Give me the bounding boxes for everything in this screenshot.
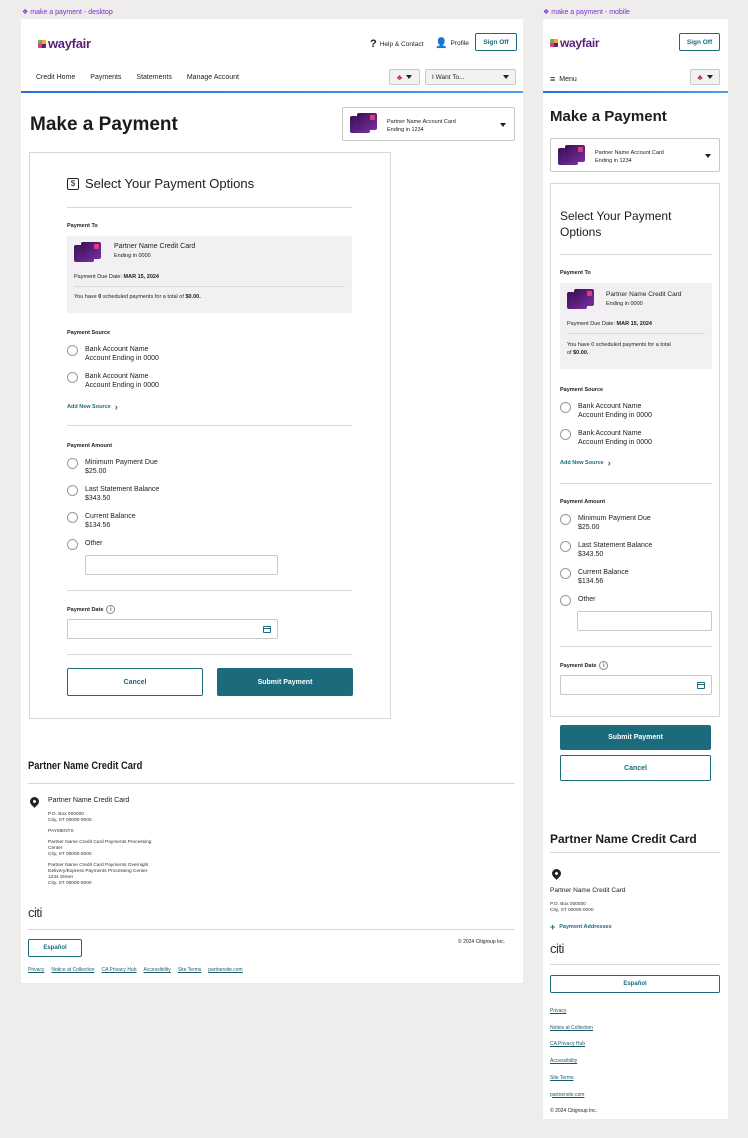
mobile-artboard — [543, 19, 728, 1119]
radio-button[interactable] — [67, 485, 78, 496]
footer-copyright: © 2024 Citigroup Inc. — [458, 939, 506, 945]
footer-link-partnersite[interactable]: partnersite.com — [208, 967, 243, 973]
scheduled-prefix: You have — [74, 294, 97, 300]
amount-current-value: $134.56 — [85, 522, 111, 529]
user-badge-icon: ♣ — [697, 72, 703, 82]
radio-button[interactable] — [560, 402, 571, 413]
divider — [28, 929, 515, 930]
payment-source-label: Payment Source — [67, 330, 111, 336]
account-selector-ending: Ending in 1234 — [595, 158, 632, 164]
payment-to-label: Payment To — [560, 270, 591, 276]
calendar-icon[interactable] — [263, 626, 271, 633]
footer-address-title: Partner Name Credit Card — [48, 797, 130, 804]
payment-date-label: Payment Date — [560, 662, 597, 669]
location-pin-icon — [28, 795, 41, 808]
footer-ovn-line4: City, ST 00000-0000 — [48, 881, 92, 886]
amount-option-current-text — [578, 568, 629, 586]
citi-logo: citi — [550, 941, 564, 956]
amount-current-label: Current Balance — [85, 513, 136, 520]
amount-option-statement-text — [578, 541, 652, 559]
scheduled-line1: You have 0 scheduled payments for a total — [567, 342, 671, 348]
amount-other-label: Other — [578, 596, 596, 603]
add-new-source-link[interactable] — [560, 458, 611, 468]
footer-link-ca-privacy[interactable]: CA Privacy Hub — [101, 967, 137, 973]
source-option-2[interactable] — [560, 429, 652, 447]
page-title: Make a Payment — [550, 108, 667, 125]
payment-options-panel — [550, 183, 720, 717]
submit-payment-button[interactable]: Submit Payment — [217, 668, 353, 696]
scheduled-total: $0.00. — [573, 350, 589, 356]
footer-link-notice[interactable]: Notice at Collection — [550, 1024, 594, 1031]
footer-link-site-terms[interactable]: Site Terms — [177, 967, 202, 973]
person-icon: 👤 — [435, 38, 448, 49]
nav-accent-bar — [543, 91, 728, 93]
wayfair-logo[interactable] — [38, 36, 91, 51]
amount-option-minimum[interactable] — [67, 458, 158, 476]
help-contact-link[interactable] — [370, 38, 423, 50]
divider — [550, 964, 720, 965]
amount-option-minimum-text — [85, 458, 158, 476]
menu-label: Menu — [559, 75, 577, 83]
amount-minimum-label: Minimum Payment Due — [85, 459, 158, 466]
location-pin-icon — [550, 867, 563, 880]
source-option-2-text — [85, 372, 159, 390]
footer-proc-line3: City, ST 00000-0000 — [48, 852, 92, 857]
chevron-down-icon — [705, 154, 711, 158]
chevron-down-icon — [503, 75, 509, 79]
nav-accent-bar — [21, 91, 523, 93]
nav-statements[interactable]: Statements — [136, 74, 172, 81]
nav-credit-home[interactable]: Credit Home — [36, 74, 76, 81]
info-icon[interactable]: i — [106, 605, 115, 614]
account-selector-text — [387, 118, 456, 134]
due-date-label: Payment Due Date: — [567, 321, 615, 327]
amount-statement-value: $343.50 — [85, 495, 111, 502]
divider — [28, 783, 515, 784]
footer-link-partnersite[interactable]: partnersite.com — [550, 1091, 585, 1098]
amount-option-minimum-text — [578, 514, 651, 532]
info-icon[interactable]: i — [599, 661, 608, 670]
user-badge-icon: ♣ — [396, 72, 403, 82]
sign-off-button[interactable]: Sign Off — [679, 33, 720, 51]
page-title: Make a Payment — [30, 114, 178, 135]
divider — [74, 286, 345, 287]
payment-to-box — [560, 283, 712, 369]
payment-date-label-row — [67, 605, 115, 614]
footer-city: City, ST 00000-0000 — [550, 908, 594, 913]
radio-button[interactable] — [560, 541, 571, 552]
account-selector-name: Partner Name Account Card — [595, 150, 664, 156]
amount-minimum-value: $25.00 — [578, 524, 600, 531]
desktop-frame-label: ❖ make a payment - desktop — [22, 9, 113, 16]
source-option-2-ending: Account Ending in 0000 — [578, 439, 652, 446]
amount-statement-value: $343.50 — [578, 551, 604, 558]
panel-title-text: Select Your Payment Options — [85, 176, 255, 191]
i-want-to-label: I Want To... — [432, 73, 465, 81]
source-option-2-text — [578, 429, 652, 447]
payment-addresses-link[interactable] — [550, 922, 612, 932]
menu-button[interactable] — [550, 74, 577, 84]
footer-ovn-line3: 1234 Street — [48, 875, 73, 880]
footer-links — [550, 1003, 597, 1119]
payment-due-date — [567, 321, 652, 327]
payment-options-panel — [29, 152, 391, 719]
divider — [567, 333, 705, 334]
add-new-source-label: Add New Source — [67, 404, 111, 410]
payment-to-card-ending: Ending in 0000 — [114, 253, 151, 259]
divider — [67, 654, 352, 655]
amount-option-minimum[interactable] — [560, 514, 651, 532]
panel-title — [67, 176, 254, 191]
i-want-to-dropdown[interactable] — [425, 69, 516, 85]
divider — [67, 590, 352, 591]
dollar-icon: $ — [67, 178, 79, 190]
footer-links — [28, 967, 243, 973]
amount-option-statement[interactable] — [560, 541, 652, 559]
amount-option-statement[interactable] — [67, 485, 159, 503]
amount-minimum-label: Minimum Payment Due — [578, 515, 651, 522]
payment-to-label: Payment To — [67, 223, 98, 229]
source-option-1[interactable] — [560, 402, 652, 420]
payment-date-input[interactable] — [560, 675, 712, 695]
desktop-artboard — [21, 19, 523, 983]
payment-addresses-label: Payment Addresses — [559, 924, 612, 930]
account-selector[interactable] — [550, 138, 720, 172]
espanol-button[interactable]: Español — [28, 939, 82, 957]
mobile-frame-label-text: make a payment - mobile — [551, 9, 630, 16]
logo-mark-icon — [550, 39, 558, 47]
radio-button[interactable] — [560, 568, 571, 579]
payment-due-date — [74, 274, 159, 280]
credit-card-icon-back — [574, 289, 594, 306]
source-option-2-name: Bank Account Name — [85, 373, 149, 380]
payment-to-box — [67, 236, 352, 313]
scheduled-mid: scheduled payments for a total of — [102, 294, 184, 300]
other-amount-input[interactable] — [85, 555, 278, 575]
payment-date-input[interactable] — [67, 619, 278, 639]
chevron-down-icon — [707, 75, 713, 79]
scheduled-count: 0 — [98, 294, 102, 300]
payment-date-label: Payment Date — [67, 606, 104, 613]
amount-option-current-text — [85, 512, 136, 530]
payment-to-card-name: Partner Name Credit Card — [114, 243, 196, 250]
payment-amount-label: Payment Amount — [560, 499, 606, 505]
due-date-value: MAR 15, 2024 — [123, 274, 159, 280]
payment-to-card-name: Partner Name Credit Card — [606, 291, 682, 298]
source-option-1-ending: Account Ending in 0000 — [578, 412, 652, 419]
source-option-1[interactable] — [67, 345, 159, 363]
amount-minimum-value: $25.00 — [85, 468, 107, 475]
footer-po-box: P.O. Box 000000 — [550, 902, 586, 907]
help-contact-label: Help & Contact — [379, 40, 424, 48]
espanol-button[interactable]: Español — [550, 975, 720, 993]
chevron-down-icon — [500, 123, 506, 127]
panel-title: Select Your Payment Options — [560, 209, 672, 239]
account-selector[interactable] — [342, 107, 515, 141]
divider — [560, 646, 712, 647]
footer-po-box: P.O. Box 000000 — [48, 812, 84, 817]
cancel-button[interactable]: Cancel — [560, 755, 711, 781]
amount-other-label: Other — [85, 540, 103, 547]
footer-link-privacy[interactable]: Privacy — [28, 967, 45, 973]
profile-label: Profile — [450, 40, 469, 47]
radio-button[interactable] — [560, 514, 571, 525]
radio-button[interactable] — [560, 429, 571, 440]
radio-button[interactable] — [67, 512, 78, 523]
scheduled-total: $0.00. — [185, 294, 201, 300]
due-date-value: MAR 15, 2024 — [616, 321, 652, 327]
due-date-label: Payment Due Date: — [74, 274, 122, 280]
footer-payments-label: PAYMENTS — [48, 829, 74, 834]
divider — [67, 425, 352, 426]
amount-statement-label: Last Statement Balance — [578, 542, 653, 549]
desktop-frame-label-text: make a payment - desktop — [30, 9, 113, 16]
divider — [560, 254, 712, 255]
footer-proc-line2: Center — [48, 846, 63, 851]
logo-text: wayfair — [560, 36, 600, 50]
footer-link-privacy[interactable]: Privacy — [550, 1008, 567, 1014]
plus-icon: + — [550, 922, 556, 932]
account-card-icon-back — [357, 113, 377, 130]
question-icon: ? — [370, 38, 377, 50]
footer-address-block — [48, 812, 151, 887]
submit-payment-button[interactable]: Submit Payment — [560, 725, 711, 750]
sign-off-button[interactable]: Sign Off — [475, 33, 517, 51]
scheduled-payments — [567, 341, 671, 357]
add-new-source-label: Add New Source — [560, 460, 604, 466]
footer-heading: Partner Name Credit Card — [28, 760, 143, 772]
amount-current-label: Current Balance — [578, 569, 629, 576]
account-selector-ending: Ending in 1234 — [387, 127, 424, 133]
amount-option-current[interactable] — [560, 568, 629, 586]
payment-to-card-ending: Ending in 0000 — [606, 301, 643, 307]
scheduled-payments — [74, 294, 201, 300]
amount-option-current[interactable] — [67, 512, 136, 530]
amount-option-statement-text — [85, 485, 159, 503]
profile-link[interactable] — [435, 38, 469, 49]
source-option-2-ending: Account Ending in 0000 — [85, 382, 159, 389]
radio-button[interactable] — [67, 458, 78, 469]
footer-ovn-line1: Partner Name Credit Card Payments Overnight — [48, 863, 149, 868]
chevron-right-icon: › — [114, 402, 118, 412]
footer-address-title: Partner Name Credit Card — [550, 887, 626, 894]
footer-link-notice[interactable]: Notice at Collection — [51, 967, 95, 973]
language-dropdown[interactable] — [690, 69, 720, 85]
footer-heading: Partner Name Credit Card — [550, 832, 697, 846]
account-selector-name: Partner Name Account Card — [387, 119, 456, 125]
radio-button[interactable] — [560, 595, 571, 606]
credit-card-icon-back — [81, 242, 101, 259]
source-option-1-name: Bank Account Name — [85, 346, 149, 353]
divider — [67, 207, 352, 208]
language-dropdown[interactable] — [389, 69, 420, 85]
amount-statement-label: Last Statement Balance — [85, 486, 160, 493]
add-new-source-link[interactable] — [67, 402, 118, 412]
other-amount-input[interactable] — [577, 611, 712, 631]
footer-copyright: © 2024 Citigroup Inc. — [550, 1108, 598, 1115]
source-option-1-text — [578, 402, 652, 420]
radio-button[interactable] — [67, 539, 78, 550]
source-option-1-text — [85, 345, 159, 363]
amount-option-other[interactable] — [67, 539, 103, 550]
divider — [560, 483, 712, 484]
amount-current-value: $134.56 — [578, 578, 604, 585]
scheduled-line2-prefix: of — [567, 350, 572, 356]
logo-mark-icon — [38, 40, 46, 48]
footer-link-accessibility[interactable]: Accessibility — [550, 1058, 578, 1065]
payment-source-label: Payment Source — [560, 387, 604, 393]
nav-manage-account[interactable]: Manage Account — [186, 74, 239, 81]
footer-city: City, ST 00000-0000 — [48, 818, 92, 823]
source-option-2[interactable] — [67, 372, 159, 390]
amount-option-other[interactable] — [560, 595, 596, 606]
radio-button[interactable] — [67, 372, 78, 383]
hamburger-icon: ≡ — [550, 74, 556, 84]
logo-text: wayfair — [48, 36, 91, 51]
account-card-icon-back — [565, 145, 585, 162]
cancel-button[interactable]: Cancel — [67, 668, 203, 696]
calendar-icon[interactable] — [697, 682, 705, 689]
source-option-2-name: Bank Account Name — [578, 430, 642, 437]
radio-button[interactable] — [67, 345, 78, 356]
footer-link-ca-privacy[interactable]: CA Privacy Hub — [550, 1041, 586, 1048]
wayfair-logo[interactable] — [550, 36, 599, 50]
main-nav — [36, 74, 239, 81]
mobile-frame-label: ❖ make a payment - mobile — [543, 9, 630, 16]
source-option-1-ending: Account Ending in 0000 — [85, 355, 159, 362]
footer-address-block — [550, 902, 594, 914]
divider — [550, 852, 720, 853]
footer-ovn-line2: Delivery/Express Payments Processing Center — [48, 869, 148, 874]
citi-logo: citi — [28, 905, 42, 920]
footer-link-site-terms[interactable]: Site Terms — [550, 1074, 574, 1081]
footer-link-accessibility[interactable]: Accessibility — [143, 967, 171, 973]
payment-amount-label: Payment Amount — [67, 443, 113, 449]
footer-proc-line1: Partner Name Credit Card Payments Processing — [48, 840, 152, 845]
payment-date-label-row — [560, 661, 608, 670]
account-selector-text — [595, 149, 664, 165]
nav-payments[interactable]: Payments — [90, 74, 122, 81]
source-option-1-name: Bank Account Name — [578, 403, 642, 410]
chevron-down-icon — [406, 75, 412, 79]
chevron-right-icon: › — [607, 458, 611, 468]
